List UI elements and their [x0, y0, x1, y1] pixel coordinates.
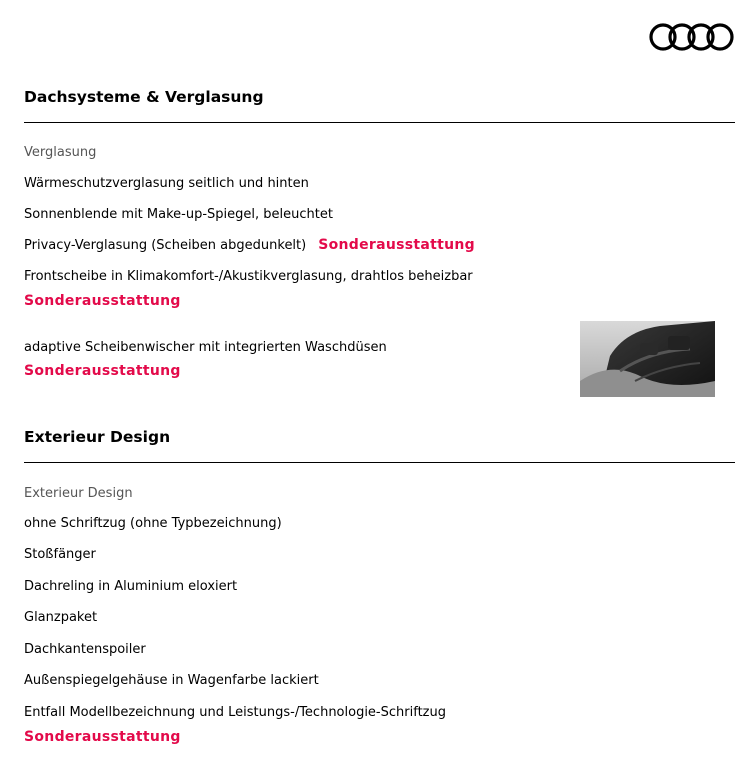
feature-item: Außenspiegelgehäuse in Wagenfarbe lackiert	[24, 673, 319, 688]
section-title-exterieur: Exterieur Design	[24, 428, 171, 446]
feature-item: Dachreling in Aluminium eloxiert	[24, 579, 238, 594]
feature-item-text: Privacy-Verglasung (Scheiben abgedunkelt)	[24, 238, 307, 253]
optional-equipment-badge: Sonderausstattung	[24, 729, 181, 745]
optional-equipment-badge: Sonderausstattung	[24, 293, 181, 309]
section-divider	[24, 462, 735, 463]
feature-item: adaptive Scheibenwischer mit integrierten Waschdüsen	[24, 340, 387, 355]
feature-item: Sonnenblende mit Make-up-Spiegel, beleuchtet	[24, 207, 333, 222]
four-rings-logo-icon	[648, 22, 734, 52]
feature-item: Glanzpaket	[24, 610, 98, 625]
section-title-dachsysteme: Dachsysteme & Verglasung	[24, 88, 264, 106]
optional-equipment-badge: Sonderausstattung	[318, 237, 475, 253]
subheading-exterieur: Exterieur Design	[24, 486, 133, 501]
feature-item	[24, 237, 475, 253]
feature-item: Dachkantenspoiler	[24, 642, 146, 657]
section-divider	[24, 122, 735, 123]
feature-item: Entfall Modellbezeichnung und Leistungs-/Technologie-Schriftzug	[24, 705, 446, 720]
windshield-photo-icon	[580, 321, 715, 397]
feature-item: Stoßfänger	[24, 547, 96, 562]
subheading-verglasung: Verglasung	[24, 145, 97, 160]
optional-equipment-badge: Sonderausstattung	[24, 363, 181, 379]
feature-item: Frontscheibe in Klimakomfort-/Akustikverglasung, drahtlos beheizbar	[24, 269, 473, 284]
feature-item: ohne Schriftzug (ohne Typbezeichnung)	[24, 516, 282, 531]
feature-item: Wärmeschutzverglasung seitlich und hinten	[24, 176, 309, 191]
